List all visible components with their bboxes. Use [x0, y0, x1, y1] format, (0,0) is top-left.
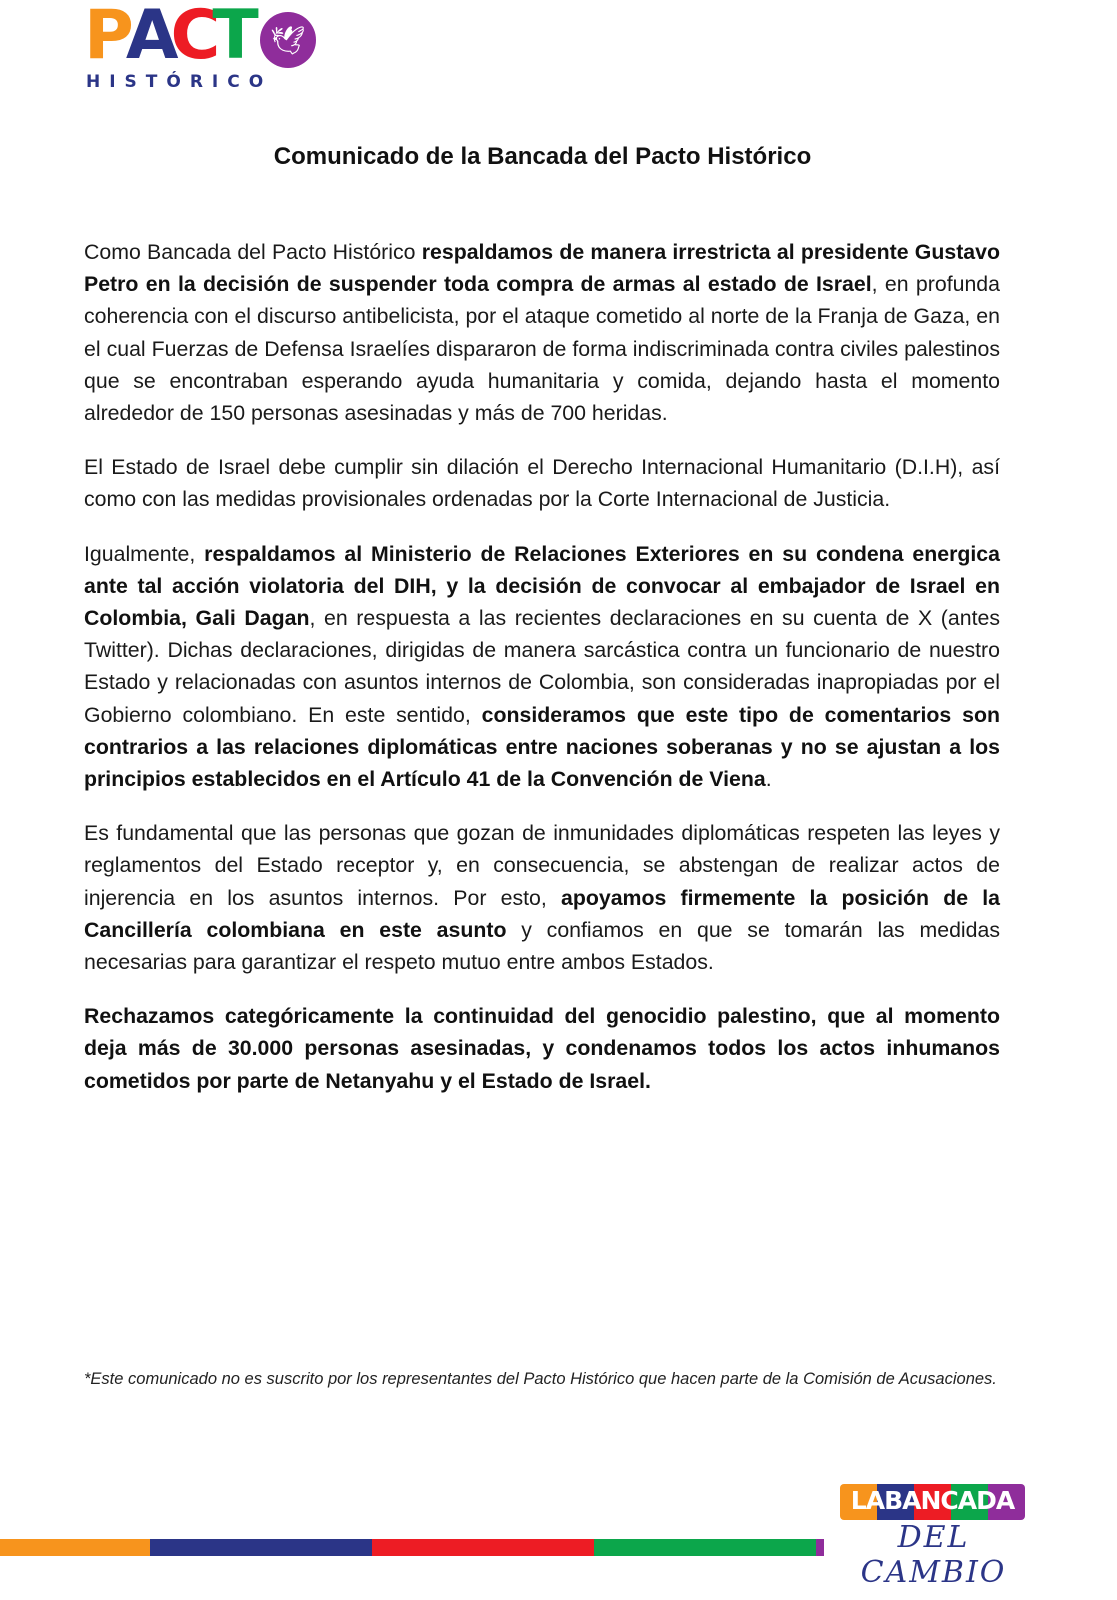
document-title: Comunicado de la Bancada del Pacto Histórico — [273, 143, 812, 170]
logo-letter: T — [212, 0, 251, 75]
la-bancada-del-cambio-logo — [840, 1484, 1025, 1590]
logo-wordmark — [84, 0, 251, 75]
text: Es fundamental que las personas que gozan de inmunidades diplomáticas respeten las leyes y reglamentos del Estado receptor y, en consecuencia, se abstengan de realizar actos de injerencia en los asuntos internos. Por esto, — [84, 821, 1000, 910]
paragraph — [84, 538, 1000, 796]
text: y confiamos en que se tomarán las medidas necesarias para garantizar el respeto mutuo entre ambos Estados. — [84, 917, 1000, 975]
bold-text: Rechazamos categóricamente la continuidad del genocidio palestino, que al momento deja más de 30.000 personas asesinadas, y condenamos todos los actos inhumanos cometidos por parte de Netanyahu y el Estado de Israel. — [84, 1004, 1000, 1093]
color-bar-segment — [0, 1539, 150, 1556]
pacto-historico-logo — [84, 0, 306, 94]
paragraph — [84, 1000, 1000, 1097]
logo-banner-text: LABANCADA — [850, 1486, 1015, 1515]
text: El Estado de Israel debe cumplir sin dilación el Derecho Internacional Humanitario (D.I.H), así como con las medidas provisionales ordenadas por la Corte Internacional de Justicia. — [84, 455, 1000, 512]
bold-text: respaldamos de manera irrestricta al presidente Gustavo Petro en la decisión de suspender toda compra de armas al estado de Israel — [84, 240, 1000, 297]
color-bar-segment — [816, 1539, 824, 1556]
text: Igualmente, — [84, 541, 205, 566]
paragraph — [84, 451, 1000, 515]
document-body — [84, 236, 1000, 1119]
logo-script-text: DEL CAMBIO — [860, 1520, 1007, 1590]
bold-text: consideramos que este tipo de comentarios son contrarios a las relaciones diplomáticas entre naciones soberanas y no se ajustan a los principios establecidos en el Artículo 41 de la Convención de Viena — [84, 702, 1000, 792]
paragraph — [84, 236, 1000, 429]
color-bar-segment — [594, 1539, 816, 1556]
text: , en respuesta a las recientes declaraciones en su cuenta de X (antes Twitter). Dichas declaraciones, dirigidas de manera sarcástica contra un funcionario de nuestro Estado y relacionadas con asuntos internos de Colombia, son consideradas inapropiadas por el Gobierno colombiano. En este sentido, — [84, 606, 1000, 727]
bold-text: apoyamos firmemente la posición de la Cancillería colombiana en este asunto — [84, 885, 1001, 942]
logo-letter: P — [84, 0, 126, 75]
logo-letter: C — [170, 0, 213, 75]
color-bar-segment — [150, 1539, 372, 1556]
footer-color-bar — [0, 1539, 824, 1556]
logo-subtitle: HISTÓRICO — [86, 72, 273, 92]
text: Como Bancada del Pacto Histórico — [84, 240, 422, 264]
bold-text: respaldamos al Ministerio de Relaciones Exteriores en su condena energica ante tal acción violatoria del DIH, y la decisión de convocar al embajador de Israel en Colombia, Gali Dagan — [84, 541, 1000, 631]
text: , en profunda coherencia con el discurso antibelicista, por el ataque cometido al norte de la Franja de Gaza, en el cual Fuerzas de Defensa Israelíes dispararon de forma indiscriminada contra civiles palestinos que se encontraban esperando ayuda humanitaria y comida, dejando hasta el momento alrededor de 150 personas asesinadas y más de 700 heridas. — [84, 272, 1000, 426]
text: . — [765, 767, 772, 792]
logo-letter: A — [125, 0, 171, 75]
paragraph — [84, 817, 1000, 978]
footnote: *Este comunicado no es suscrito por los representantes del Pacto Histórico que hacen parte de la Comisión de Acusaciones. — [84, 1370, 997, 1388]
dove-icon: 🕊 — [260, 12, 316, 68]
color-bar-segment — [372, 1539, 594, 1556]
